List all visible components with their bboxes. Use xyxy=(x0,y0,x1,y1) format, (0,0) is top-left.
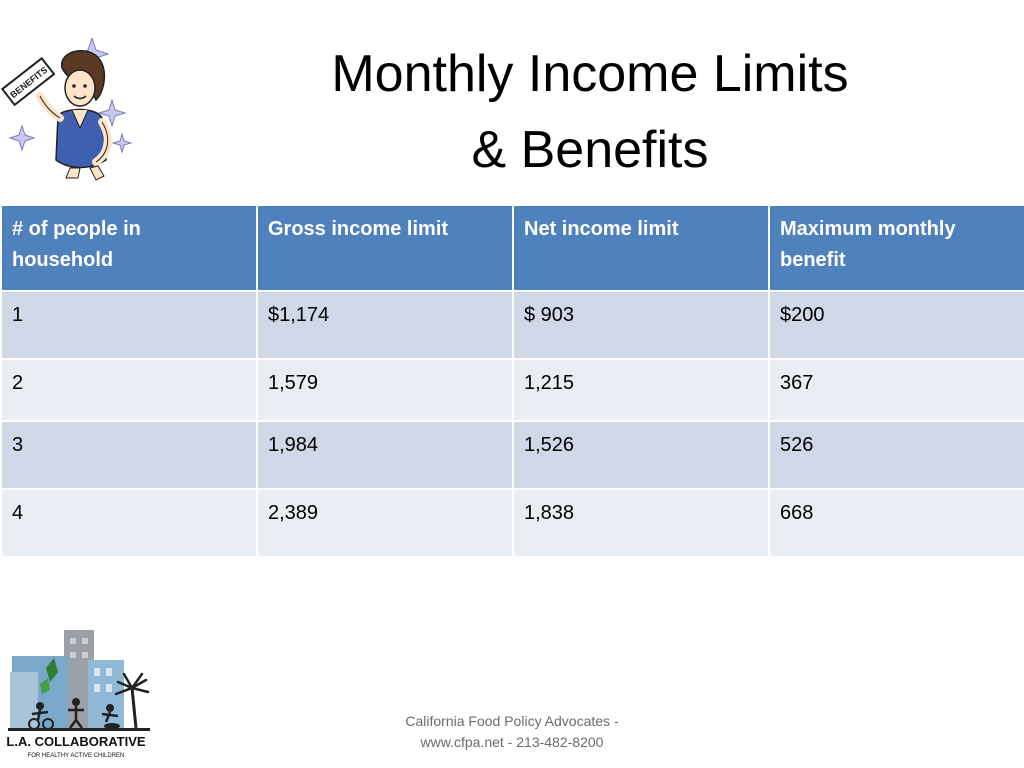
cell-max-benefit: 668 xyxy=(769,489,1024,557)
logo-tagline: FOR HEALTHY ACTIVE CHILDREN xyxy=(27,753,125,759)
cell-net-income: 1,838 xyxy=(513,489,769,557)
cell-household-size: 1 xyxy=(1,291,257,359)
logo-name: L.A. COLLABORATIVE xyxy=(6,734,146,749)
cell-gross-income: $1,174 xyxy=(257,291,513,359)
title-line-2: & Benefits xyxy=(471,121,709,179)
cell-household-size: 2 xyxy=(1,359,257,421)
cell-max-benefit: 367 xyxy=(769,359,1024,421)
header-net-income-limit: Net income limit xyxy=(513,205,769,291)
cell-gross-income: 1,984 xyxy=(257,421,513,489)
slide-title xyxy=(290,36,890,188)
table-row xyxy=(1,421,1024,489)
cell-household-size: 3 xyxy=(1,421,257,489)
footer-line-1: California Food Policy Advocates - xyxy=(405,713,619,729)
cell-gross-income: 1,579 xyxy=(257,359,513,421)
cell-household-size: 4 xyxy=(1,489,257,557)
cell-net-income: 1,215 xyxy=(513,359,769,421)
income-limits-table xyxy=(0,204,1024,558)
cell-net-income: $ 903 xyxy=(513,291,769,359)
woman-holding-benefits-sign-illustration xyxy=(0,38,140,183)
table-row xyxy=(1,291,1024,359)
cell-net-income: 1,526 xyxy=(513,421,769,489)
sparkle-icon xyxy=(113,134,131,152)
sign-text: BENEFITS xyxy=(8,64,50,101)
table-header-row xyxy=(1,205,1024,291)
header-gross-income-limit: Gross income limit xyxy=(257,205,513,291)
la-collaborative-logo xyxy=(6,628,156,760)
cell-gross-income: 2,389 xyxy=(257,489,513,557)
header-people-in-household: # of people in household xyxy=(1,205,257,291)
cell-max-benefit: 526 xyxy=(769,421,1024,489)
table-row xyxy=(1,489,1024,557)
sparkle-icon xyxy=(10,126,34,150)
footer-line-2: www.cfpa.net - 213-482-8200 xyxy=(420,734,604,750)
table-row xyxy=(1,359,1024,421)
title-line-1: Monthly Income Limits xyxy=(331,45,849,103)
footer-credit xyxy=(362,711,662,753)
cell-max-benefit: $200 xyxy=(769,291,1024,359)
header-maximum-monthly-benefit: Maximum monthly benefit xyxy=(769,205,1024,291)
